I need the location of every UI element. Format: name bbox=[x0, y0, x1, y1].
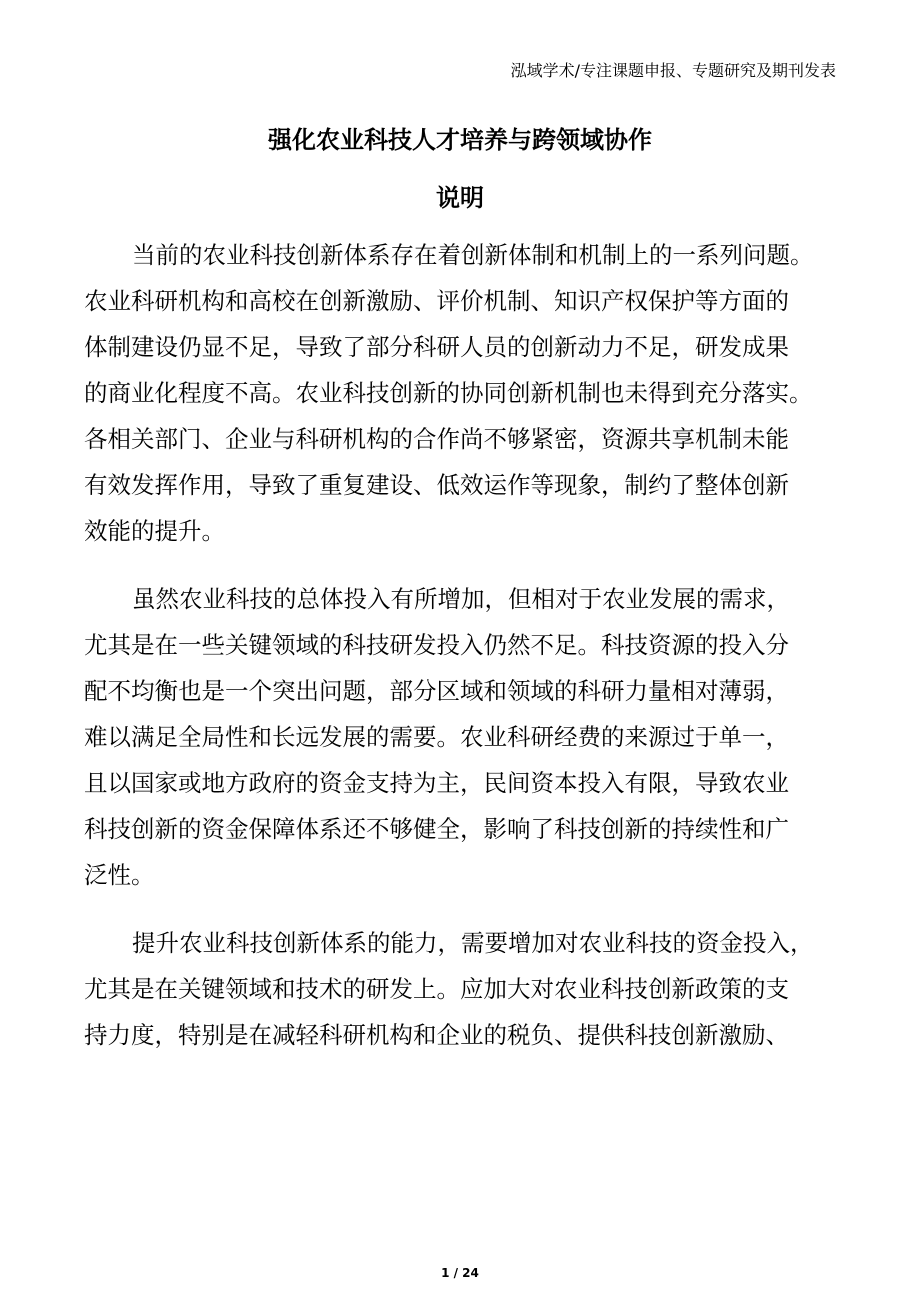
paragraph bbox=[84, 920, 864, 1058]
text-line: 持力度，特别是在减轻科研机构和企业的税负、提供科技创新激励、 bbox=[84, 1021, 789, 1049]
section-heading: 说明 bbox=[436, 184, 484, 212]
paragraph bbox=[84, 576, 864, 898]
page-header: 泓域学术/专注课题申报、专题研究及期刊发表 bbox=[510, 61, 836, 80]
text-line: 科技创新的资金保障体系还不够健全，影响了科技创新的持续性和广 bbox=[84, 815, 789, 843]
document-title: 强化农业科技人才培养与跨领域协作 bbox=[268, 126, 652, 154]
text-line: 尤其是在关键领域和技术的研发上。应加大对农业科技创新政策的支 bbox=[84, 975, 789, 1003]
text-line: 且以国家或地方政府的资金支持为主，民间资本投入有限，导致农业 bbox=[84, 769, 789, 797]
text-line: 提升农业科技创新体系的能力，需要增加对农业科技的资金投入， bbox=[132, 929, 814, 957]
text-line: 难以满足全局性和长远发展的需要。农业科研经费的来源过于单一， bbox=[84, 723, 789, 751]
text-line: 有效发挥作用，导致了重复建设、低效运作等现象，制约了整体创新 bbox=[84, 471, 789, 499]
page-number: 1 / 24 bbox=[441, 1266, 479, 1280]
text-line: 尤其是在一些关键领域的科技研发投入仍然不足。科技资源的投入分 bbox=[84, 631, 789, 659]
document-body bbox=[84, 232, 864, 1080]
text-line: 效能的提升。 bbox=[84, 517, 225, 545]
text-line: 的商业化程度不高。农业科技创新的协同创新机制也未得到充分落实。 bbox=[84, 379, 813, 407]
paragraph bbox=[84, 232, 864, 554]
text-line: 配不均衡也是一个突出问题，部分区域和领域的科研力量相对薄弱， bbox=[84, 677, 789, 705]
text-line: 虽然农业科技的总体投入有所增加，但相对于农业发展的需求， bbox=[132, 585, 790, 613]
text-line: 泛性。 bbox=[84, 861, 155, 889]
text-line: 农业科研机构和高校在创新激励、评价机制、知识产权保护等方面的 bbox=[84, 287, 789, 315]
text-line: 各相关部门、企业与科研机构的合作尚不够紧密，资源共享机制未能 bbox=[84, 425, 789, 453]
text-line: 体制建设仍显不足，导致了部分科研人员的创新动力不足，研发成果 bbox=[84, 333, 789, 361]
text-line: 当前的农业科技创新体系存在着创新体制和机制上的一系列问题。 bbox=[132, 241, 814, 269]
